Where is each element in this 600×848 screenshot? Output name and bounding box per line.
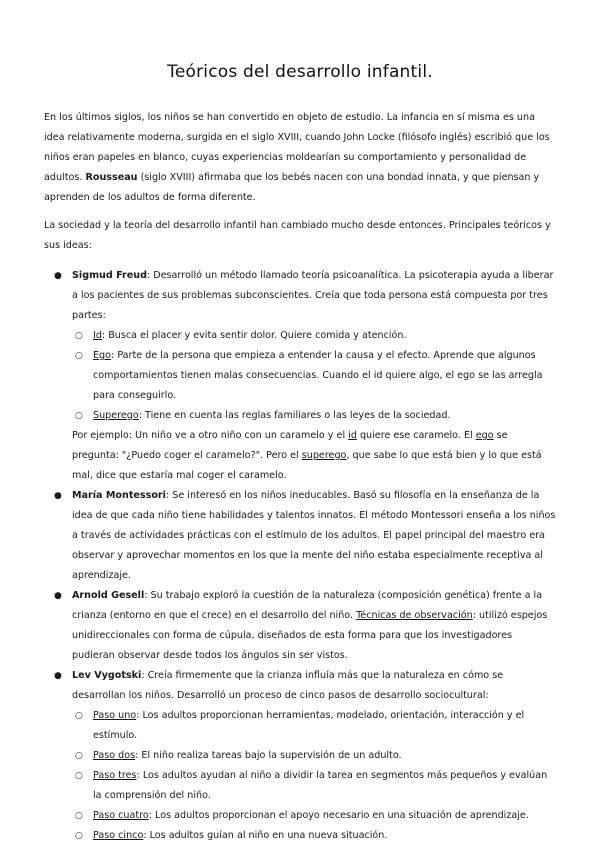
intro-paragraph <box>44 108 556 208</box>
rousseau-text: (siglo XVIII) afirmaba que los bebés nacen con una bondad innata, y que piensan y aprenden de los adultos de forma diferente. <box>44 172 540 203</box>
step-term: Paso cuatro <box>93 810 149 821</box>
rousseau-name: Rousseau <box>85 172 138 183</box>
bullet-icon: ● <box>54 491 62 501</box>
term-superego-text: : Tiene en cuenta las reglas familiares o las leyes de la sociedad. <box>138 410 451 421</box>
example-ego-term: ego <box>475 430 494 441</box>
montessori-name: María Montessori <box>72 490 166 501</box>
step-item <box>72 826 556 846</box>
theorists-list <box>44 266 556 846</box>
step-item <box>72 766 556 806</box>
circle-bullet-icon: ○ <box>75 771 83 781</box>
example-text: quiere ese caramelo. El <box>356 430 476 441</box>
gesell-text-2: : utilizó espejos unidireccionales con forma de cúpula, diseñados de esta forma para que los investigadores pudieran observar desde todos los ángulos sin ser vistos. <box>72 610 548 661</box>
intro-text: En los últimos siglos, los niños se han convertido en objeto de estudio. La infancia en sí misma es una idea relativamente moderna, surgida en el siglo XVIII, cuando John Locke (filósofo inglés) escribió que los niños eran papeles en blanco, cuyas experiencias moldearían su comportamiento y personalidad de adultos. <box>44 112 550 183</box>
document-title: Teóricos del desarrollo infantil. <box>167 62 433 82</box>
circle-bullet-icon: ○ <box>75 811 83 821</box>
list-item-gesell <box>44 586 556 666</box>
example-text: se pregunta: "¿Puedo coger el caramelo?". Pero el <box>72 430 508 461</box>
bullet-icon: ● <box>54 271 62 281</box>
step-text: : Los adultos ayudan al niño a dividir la tarea en segmentos más pequeños y evalúan la comprensión del niño. <box>93 770 548 801</box>
vygotski-steps-list <box>72 706 556 846</box>
bullet-icon: ● <box>54 591 62 601</box>
circle-bullet-icon: ○ <box>75 751 83 761</box>
circle-bullet-icon: ○ <box>75 411 83 421</box>
example-superego-term: superego <box>301 450 347 461</box>
vygotski-name: Lev Vygotski <box>72 670 142 681</box>
step-term: Paso cinco <box>93 830 144 841</box>
freud-parts-list <box>72 326 556 426</box>
montessori-text: : Se interesó en los niños ineducables. Basó su filosofía en la enseñanza de la idea de que cada niño tiene habilidades y talentos innatos. El método Montessori enseña a los niños a través de actividades prácticas con el estímulo de los adultos. El papel principal del maestro era observar y aprovechar momentos en los que la mente del niño estaba especialmente receptiva al aprendizaje. <box>72 490 556 581</box>
term-superego: Superego <box>93 410 139 421</box>
list-item-freud <box>44 266 556 486</box>
example-text: , que sabe lo que está bien y lo que está mal, dice que estaría mal coger el caramelo. <box>72 450 542 481</box>
term-id: Id <box>93 330 102 341</box>
circle-bullet-icon: ○ <box>75 331 83 341</box>
freud-text: : Desarrolló un método llamado teoría psicoanalítica. La psicoterapia ayuda a liberar a los pacientes de sus problemas subconscientes. Creía que toda persona está compuesta por tres partes: <box>72 270 554 321</box>
example-id-term: id <box>348 430 357 441</box>
term-ego: Ego <box>93 350 112 361</box>
vygotski-text: : Creía firmemente que la crianza influía más que la naturaleza en cómo se desarrollan los niños. Desarrolló un proceso de cinco pasos de desarrollo sociocultural: <box>72 670 504 701</box>
step-term: Paso uno <box>93 710 137 721</box>
step-text: : El niño realiza tareas bajo la supervisión de un adulto. <box>135 750 402 761</box>
step-text: : Los adultos proporcionan el apoyo necesario en una situación de aprendizaje. <box>148 810 529 821</box>
sub-item-superego <box>72 406 556 426</box>
circle-bullet-icon: ○ <box>75 351 83 361</box>
list-item-montessori <box>44 486 556 586</box>
example-text: Por ejemplo: Un niño ve a otro niño con un caramelo y el <box>72 430 349 441</box>
step-term: Paso tres <box>93 770 137 781</box>
step-text: : Los adultos proporcionan herramientas, modelado, orientación, interacción y el estímulo. <box>93 710 525 741</box>
gesell-tech-term: Técnicas de observación <box>356 610 473 621</box>
step-text: : Los adultos guían al niño en una nueva situación. <box>143 830 388 841</box>
circle-bullet-icon: ○ <box>75 711 83 721</box>
step-term: Paso dos <box>93 750 136 761</box>
step-item <box>72 706 556 746</box>
step-item <box>72 806 556 826</box>
term-ego-text: : Parte de la persona que empieza a entender la causa y el efecto. Aprende que algunos comportamientos tienen malas consecuencias. Cuando el id quiere algo, el ego se las arregla para conseguirlo. <box>93 350 543 401</box>
sub-item-id <box>72 326 556 346</box>
bullet-icon: ● <box>54 671 62 681</box>
list-item-vygotski <box>44 666 556 846</box>
gesell-name: Arnold Gesell <box>72 590 145 601</box>
sub-item-ego <box>72 346 556 406</box>
freud-name: Sigmud Freud <box>72 270 147 281</box>
gesell-text: : Su trabajo exploró la cuestión de la naturaleza (composición genética) frente a la crianza (entorno en que el crece) en el desarrollo del niño. <box>72 590 543 621</box>
term-id-text: : Busca el placer y evita sentir dolor. Quiere comida y atención. <box>101 330 407 341</box>
theorists-intro: La sociedad y la teoría del desarrollo infantil han cambiado mucho desde entonces. Principales teóricos y sus ideas: <box>44 220 551 251</box>
freud-example <box>72 426 556 486</box>
step-item <box>72 746 556 766</box>
circle-bullet-icon: ○ <box>75 831 83 841</box>
